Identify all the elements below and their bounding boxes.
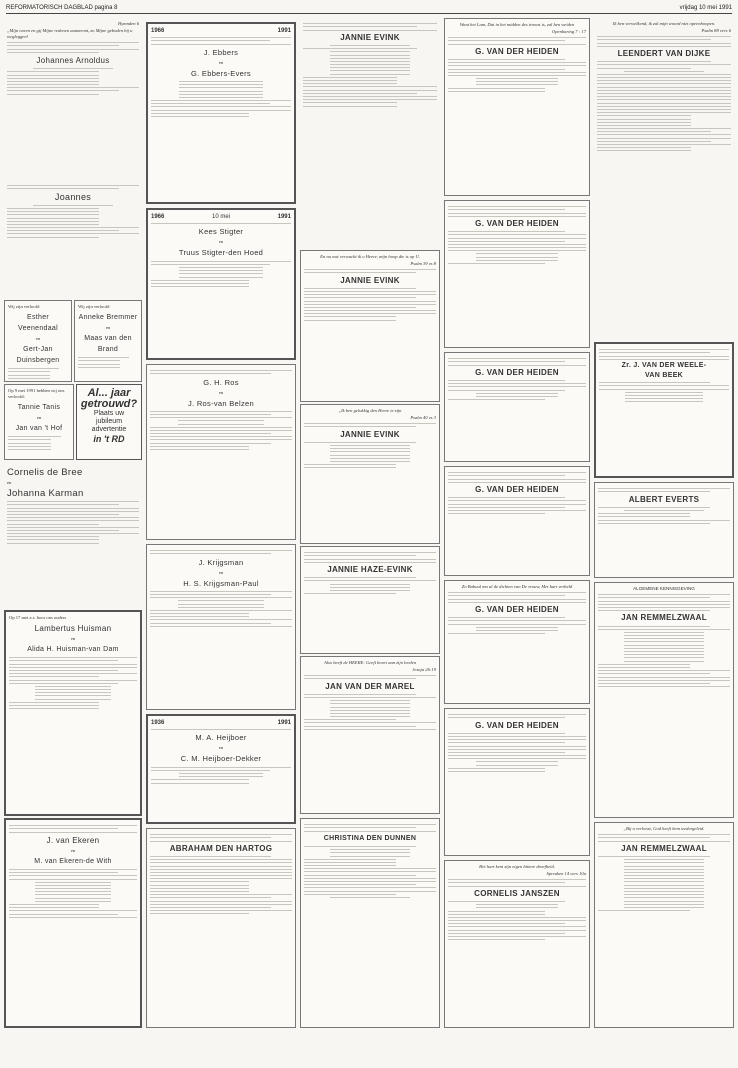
announcement-name: Johannes Arnoldus	[36, 55, 110, 65]
obituary-janszen	[444, 860, 590, 1028]
engagement-tanis	[4, 384, 74, 460]
anniversary-stigter	[146, 208, 296, 360]
verse-reference: Openbaring 7 : 17	[551, 29, 586, 34]
obituary-van-der-weele	[594, 342, 734, 478]
verse-text: „Bij u verloost, God heeft hem wedergeleid.	[623, 826, 705, 831]
engagement-en: en	[35, 336, 41, 341]
header-left: REFORMATORISCH DAGBLAD pagina 8	[6, 5, 118, 11]
obituary-name: G. VAN DER HEIDEN	[475, 46, 559, 56]
promo-line-2: getrouwd?	[80, 398, 138, 410]
header-right: vrijdag 10 mei 1991	[679, 5, 732, 11]
anniversary-name-2: Truus Stigter-den Hoed	[178, 248, 264, 258]
obituary-jannie-evink-1	[300, 18, 440, 248]
obituary-den-dunnen	[300, 818, 440, 1028]
obituary-name: G. VAN DER HEIDEN	[475, 367, 559, 377]
page-header	[6, 3, 732, 14]
year-right: 1991	[277, 214, 291, 220]
promo-line-5: advertentie	[91, 426, 127, 433]
anniversary-en: en	[218, 239, 224, 245]
engagement-name-2: Jan van 't Hof	[15, 425, 63, 432]
promo-line-3: Plaats uw	[93, 410, 125, 417]
verse-text: Want het Lam, Dat in het midden des troons is, zal hen weiden	[459, 22, 575, 27]
obituary-name: LEENDERT VAN DIJKE	[617, 48, 711, 58]
obituary-name: JAN REMMELZWAAL	[621, 613, 707, 623]
verse-text: „Mijn ooren en gij Mijne redenen aanneemt, zo Mijne geboden bij u wegleggen!	[7, 28, 133, 39]
year-right: 1991	[277, 28, 291, 34]
verse-text: Ik ben verwelkend, ik zal mijn woord niet opeenhoopen.	[612, 21, 716, 26]
jubilee-promo	[76, 384, 142, 460]
anniversary-name-2: J. Ros-van Belzen	[188, 398, 254, 408]
anniversary-krijgsman	[146, 544, 296, 710]
obituary-name: G. VAN DER HEIDEN	[475, 218, 559, 228]
announcement-de-bree	[4, 462, 142, 608]
obituary-van-der-heiden-6	[444, 708, 590, 856]
obituary-van-dijke	[594, 18, 734, 338]
obituary-name: G. VAN DER HEIDEN	[475, 484, 559, 494]
engagement-heading: Wij zijn verloofd	[8, 304, 40, 309]
engagement-bremmer	[74, 300, 142, 382]
anniversary-name-2: H. S. Krijgsman-Paul	[183, 578, 259, 588]
anniversary-en: en	[218, 745, 224, 751]
obituary-remmelzwaal-2	[594, 822, 734, 1028]
obituary-name: CHRISTINA DEN DUNNEN	[323, 834, 417, 842]
obituary-van-der-heiden-4	[444, 466, 590, 576]
anniversary-name-2: M. van Ekeren-de With	[34, 857, 112, 865]
obituary-name: ABRAHAM DEN HARTOG	[169, 843, 273, 853]
anniversary-intro: Op 17 mei a.s. hoor ons ouders	[9, 615, 67, 620]
anniversary-name-1: J. Ebbers	[203, 47, 239, 57]
anniversary-name-1: Kees Stigter	[198, 227, 244, 237]
announcement-johannes-arnoldus	[4, 18, 142, 178]
verse-text: „Ik ben gelukkig den Heere te zijn	[338, 408, 402, 413]
obituary-name: G. VAN DER HEIDEN	[475, 720, 559, 730]
anniversary-ros	[146, 364, 296, 540]
obituary-name: CORNELIS JANSZEN	[474, 888, 560, 898]
verse-text: Also heeft de HEERE: Geeft hoort aan zijn leeden	[323, 660, 417, 665]
obituary-name: JANNIE EVINK	[340, 275, 400, 285]
anniversary-name-1: G. H. Ros	[203, 377, 239, 387]
obituary-den-hartog	[146, 828, 296, 1028]
obituary-jannie-evink-2	[300, 250, 440, 402]
anniversary-en: en	[70, 636, 76, 641]
verse-text: Het hart kent zijn eigen bittere droefheid.	[479, 864, 555, 869]
announcement-name-1: Cornelis de Bree	[7, 467, 83, 478]
obituary-name: JANNIE EVINK	[340, 429, 400, 439]
engagement-en: en	[105, 325, 111, 330]
obituary-name-2: VAN BEEK	[644, 371, 684, 379]
obituary-remmelzwaal-1	[594, 582, 734, 818]
verse-text: En nu wat verwacht ik o Heere, mijn hoop die is op U.	[320, 254, 420, 259]
verse-text: Zo Babuul ma al de dichten van De vrouw, Met hart verheld	[461, 584, 573, 589]
promo-line-6: in 't RD	[93, 434, 125, 444]
obituary-name: G. VAN DER HEIDEN	[475, 604, 559, 614]
obituary-name: JAN REMMELZWAAL	[621, 843, 707, 853]
year-left: 1966	[151, 214, 165, 220]
anniversary-name-1: Lambertus Huisman	[34, 624, 112, 633]
verse-reference: Spreuken 14 vers 10a	[546, 871, 586, 876]
year-left: 1936	[151, 720, 165, 726]
engagement-name-1: Tannie Tanis	[17, 404, 61, 411]
anniversary-en: en	[218, 59, 224, 65]
obituary-everts	[594, 482, 734, 578]
anniversary-van-ekeren	[4, 818, 142, 1028]
anniversary-ebbers	[146, 22, 296, 204]
obituary-name: JAN VAN DER MAREL	[325, 681, 415, 691]
year-left: 1966	[151, 28, 165, 34]
anniversary-heijboer	[146, 714, 296, 824]
anniversary-date: 10 mei	[211, 214, 230, 220]
obituary-van-der-marel	[300, 656, 440, 814]
announcement-name-2: Johanna Karman	[7, 488, 84, 499]
obituary-name-1: Zr. J. VAN DER WEELE-	[621, 361, 707, 369]
obituary-jannie-evink-3	[300, 404, 440, 544]
promo-line-1: Al... jaar	[87, 387, 131, 399]
year-right: 1991	[277, 720, 291, 726]
obituary-name: JANNIE EVINK	[340, 32, 400, 42]
verse-reference: Psalm 40 vs 3	[410, 415, 436, 420]
verse-reference: Psalm 39 vs 8	[410, 261, 436, 266]
obituary-van-der-heiden-1	[444, 18, 590, 196]
engagement-heading: Wij zijn verloofd	[78, 304, 110, 309]
anniversary-en: en	[218, 389, 224, 395]
anniversary-name-1: J. Krijgsman	[198, 557, 244, 567]
obituary-name: ALBERT EVERTS	[628, 494, 700, 504]
anniversary-en: en	[70, 847, 76, 853]
verse-reference: Psalm 88 vers 6	[701, 28, 731, 33]
promo-line-4: jubileum	[95, 418, 123, 425]
anniversary-en: en	[218, 569, 224, 575]
obituary-van-der-heiden-5	[444, 580, 590, 704]
obituary-van-der-heiden-2	[444, 200, 590, 348]
verse-reference: Jesaja 26:19	[412, 667, 436, 672]
engagement-name-1: Esther Veenendaal	[18, 314, 58, 332]
announcement-joannes	[4, 180, 142, 298]
anniversary-name-2: Alida H. Huisman-van Dam	[27, 646, 119, 653]
engagement-en: en	[36, 415, 42, 420]
anniversary-name-2: C. M. Heijboer-Dekker	[180, 754, 262, 764]
verse-reference: Hymnden 6	[117, 21, 139, 26]
engagement-name-1: Anneke Bremmer	[78, 314, 138, 321]
engagement-name-2: Gert-Jan Duinsbergen	[16, 346, 60, 364]
engagement-name-2: Maas van den Brand	[84, 335, 132, 353]
obituary-van-der-heiden-3	[444, 352, 590, 462]
obituary-name: JANNIE HAZE-EVINK	[327, 564, 413, 574]
anniversary-name-1: J. van Ekeren	[46, 835, 100, 845]
notice-heading: ALGEMENE KENNISGEVING	[633, 586, 695, 591]
engagement-veenendaal	[4, 300, 72, 382]
engagement-heading: Op 9 mei 1991 hebben wij ons verloofd:	[8, 388, 65, 399]
anniversary-name-2: G. Ebbers-Evers	[191, 68, 251, 78]
announcement-name: Joannes	[54, 191, 92, 202]
anniversary-huisman	[4, 610, 142, 816]
announcement-en: en	[7, 480, 12, 485]
obituary-jannie-haze-evink	[300, 546, 440, 654]
anniversary-name-1: M. A. Heijboer	[195, 733, 247, 743]
